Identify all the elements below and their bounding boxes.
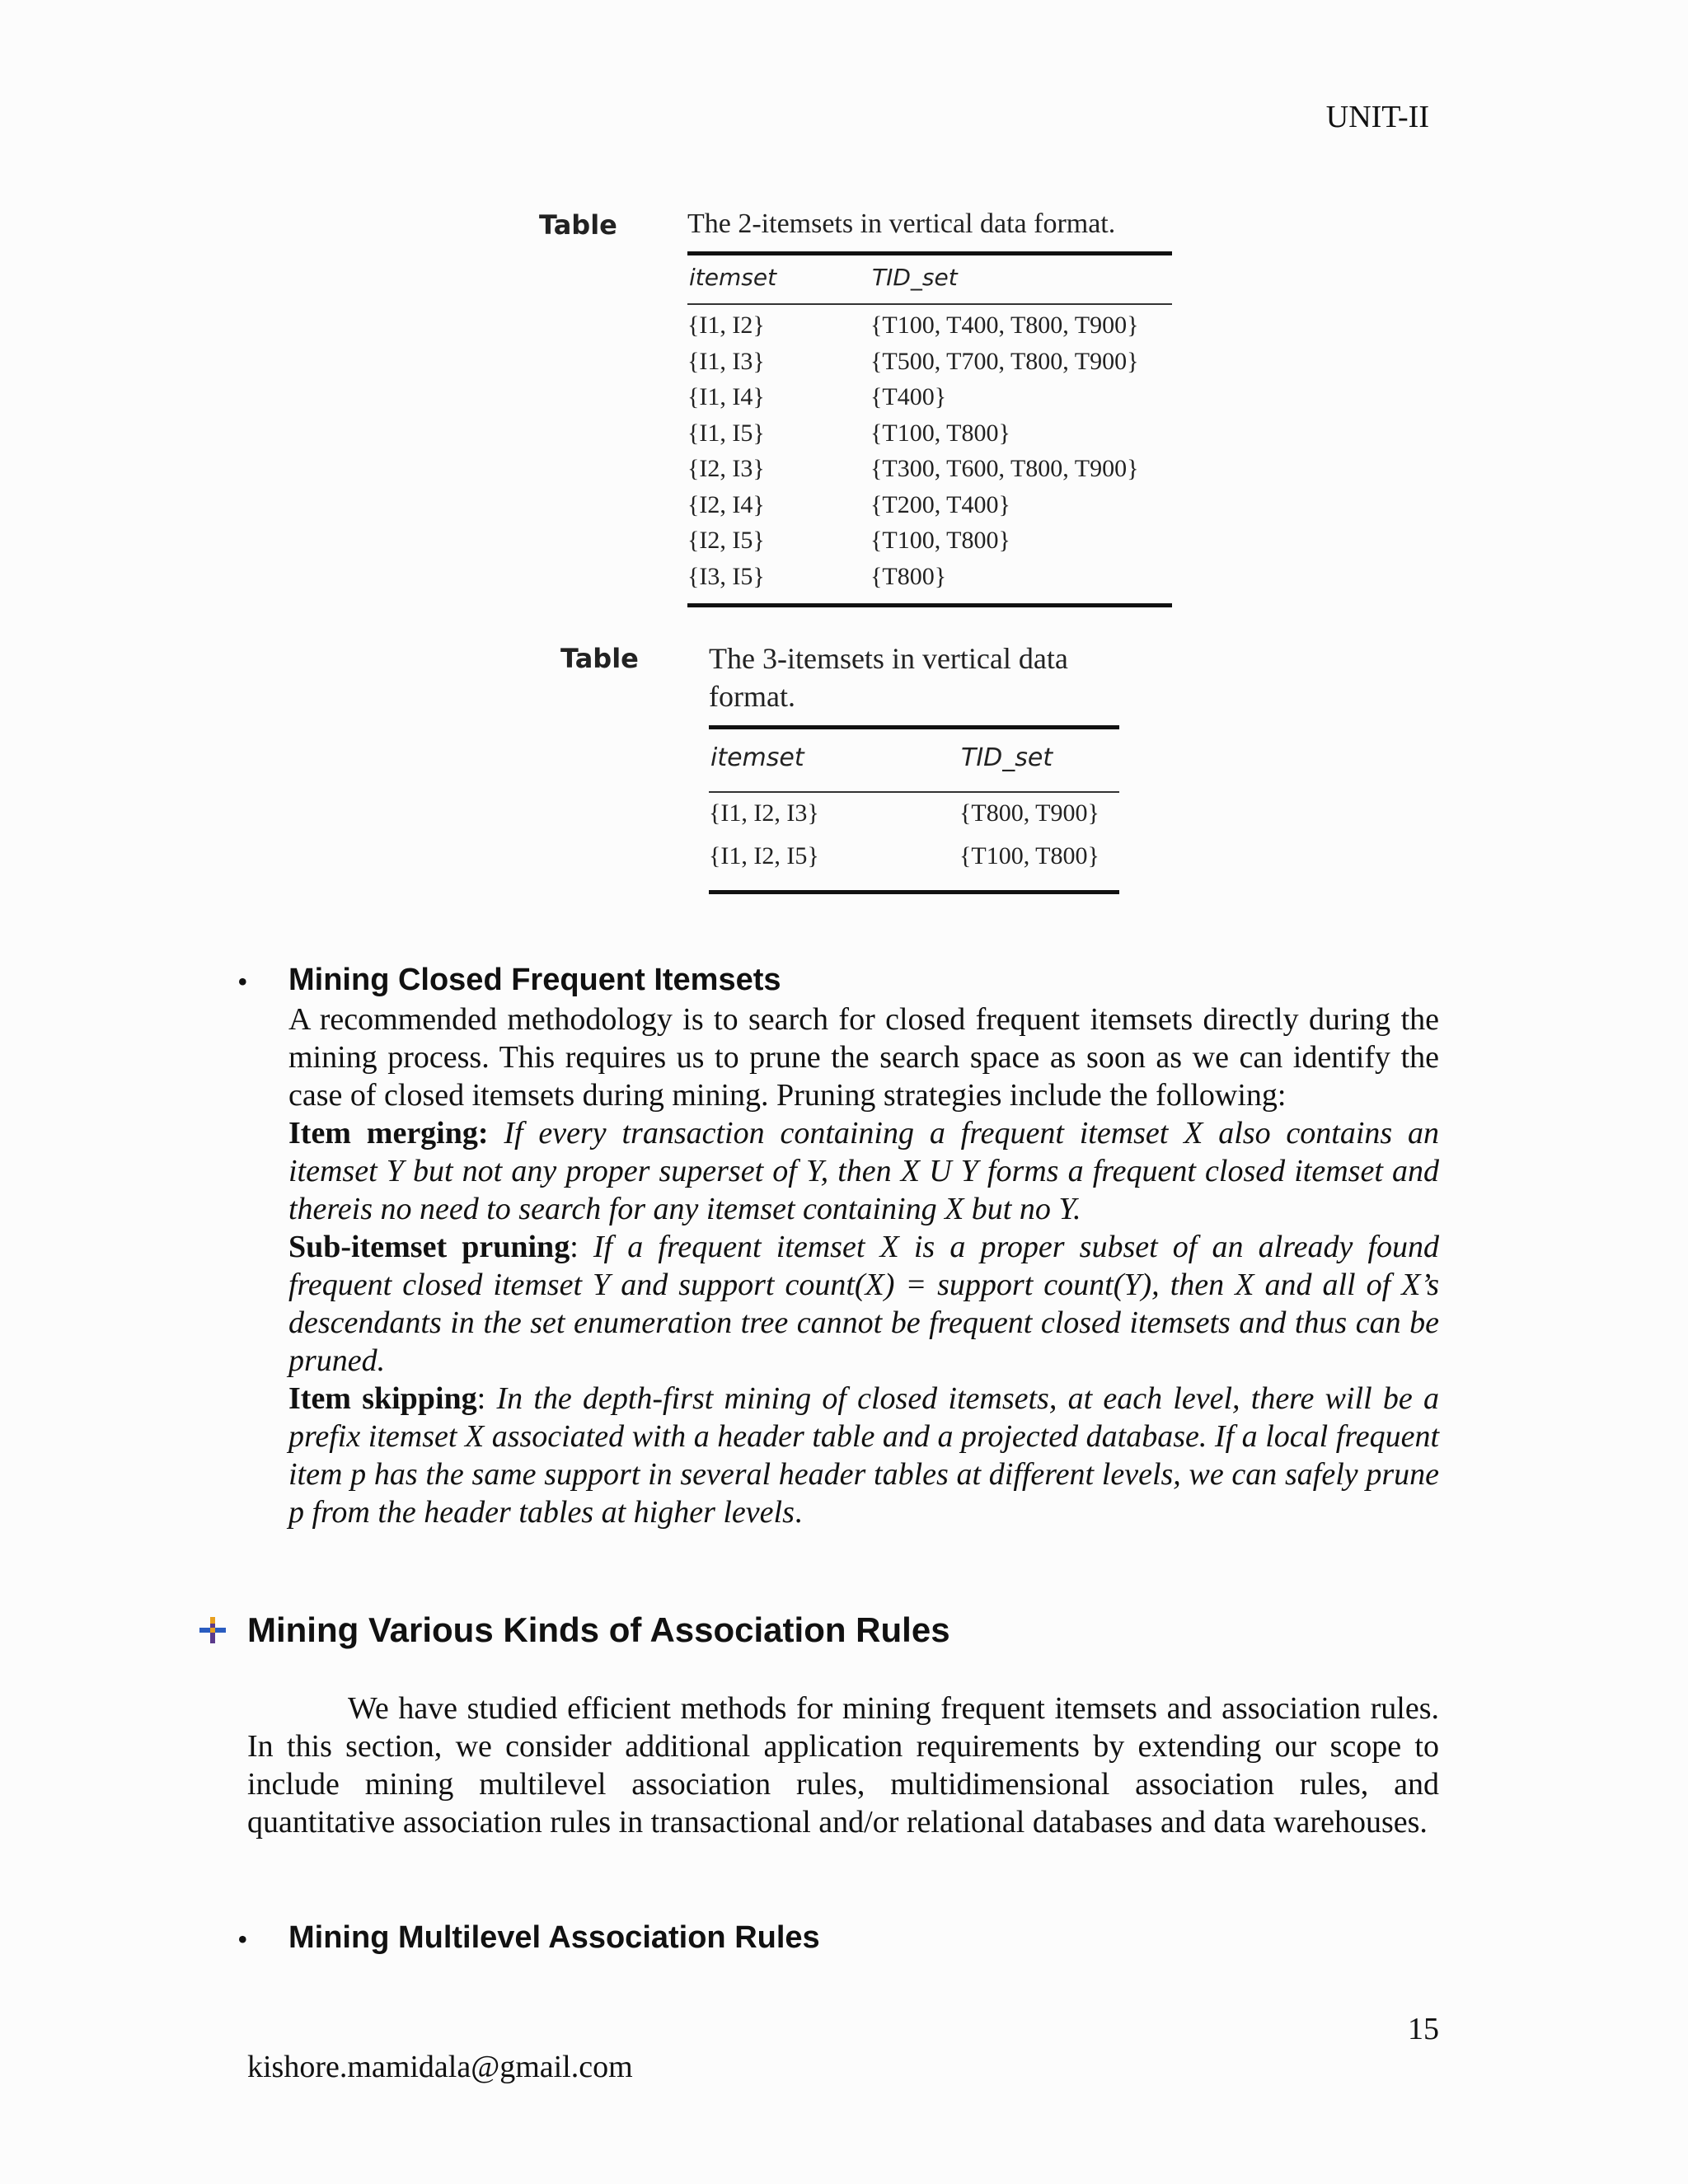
multilevel-heading: Mining Multilevel Association Rules [288,1920,820,1955]
sub-itemset-paragraph [288,1228,1439,1380]
period: . [794,1495,803,1530]
section-heading: Mining Various Kinds of Association Rules [247,1610,950,1649]
itemset-cell: {I2, I3} [687,455,765,482]
item-skipping-text: In the depth-first mining of closed itemsets, at each level, there will be a prefix itemset X associated with a header table and a projected database. If a local frequent item p has the same support in several header tables at different levels, we can safely prune p from the header tables at higher levels [288,1381,1439,1530]
table-caption: The 2-itemsets in vertical data format. [687,209,1116,239]
table-label: Table [539,209,617,241]
itemset-cell: {I1, I2} [687,312,765,339]
sub-itemset-text: ), then X and all of X’s descendants in the set enumeration tree cannot be frequent closed itemsets and thus can be pruned. [288,1268,1439,1378]
itemset-cell: {I2, I5} [687,527,765,554]
itemset-cell: {I1, I5} [687,419,765,447]
tidset-cell: {T100, T800} [959,842,1100,869]
tidset-cell: {T200, T400} [870,490,1010,518]
itemset-cell: {I1, I4} [687,383,765,410]
page-number: 15 [1408,2012,1439,2046]
tidset-cell: {T800, T900} [959,799,1100,827]
tidset-cell: {T300, T600, T800, T900} [870,455,1139,482]
bullet-dot: • [237,965,248,998]
section-paragraph [247,1690,1439,1841]
sub-itemset-text: If a frequent itemset X is a proper subset of an already found frequent closed itemset Y and support count( [288,1230,1439,1302]
closed-itemsets-body [288,1001,1439,1531]
table-bottom-rule [709,890,1119,894]
sub-itemset-x: X [865,1268,884,1302]
closed-itemsets-heading: Mining Closed Frequent Itemsets [288,963,781,997]
item-merging-paragraph [288,1114,1439,1228]
itemset-cell: {I3, I5} [687,562,765,590]
section-paragraph-text: We have studied efficient methods for mining frequent itemsets and association rules. In this section, we consider additional application requirements by extending our scope to include mining multilevel association rules, multidimensional association rules, and quantitative association rules in transactional and/or relational databases and data warehouses. [247,1691,1439,1840]
itemset-cell: {I1, I3} [687,347,765,375]
item-merging-text: If every transaction containing a frequent itemset X also contains an itemset Y but not any proper superset of Y, then X U Y forms a frequent closed itemset and thereis no need to search for any itemset containing X but no Y. [288,1116,1440,1226]
table-top-rule [687,251,1172,255]
item-merging-label: Item merging: [288,1116,489,1151]
closed-intro: A recommended methodology is to search for closed frequent itemsets directly during the mining process. This requires us to prune the search space as soon as we can identify the case of closed itemsets during mining. Pruning strategies include the following: [288,1002,1439,1113]
item-skipping-paragraph [288,1380,1439,1531]
column-header-itemset: itemset [710,743,804,772]
table-label: Table [560,643,639,674]
tidset-cell: {T800} [870,562,947,590]
separator: : [570,1230,579,1264]
sub-itemset-y: Y [1123,1268,1142,1302]
table-header-rule [687,303,1172,305]
column-header-tidset: TID_set [961,743,1053,772]
itemset-cell: {I1, I2, I3} [709,799,819,827]
table-bottom-rule [687,603,1172,607]
itemset-cell: {I1, I2, I5} [709,842,819,869]
table-top-rule [709,725,1119,729]
item-skipping-label: Item skipping [288,1381,477,1416]
table-caption-line1: The 3-itemsets in vertical data [709,642,1068,675]
tidset-cell: {T100, T400, T800, T900} [870,312,1139,339]
section-bullet-icon [198,1615,227,1645]
tidset-cell: {T400} [870,383,947,410]
sub-itemset-label: Sub-itemset pruning [288,1230,570,1264]
column-header-itemset: itemset [689,264,777,291]
tidset-cell: {T100, T800} [870,527,1010,554]
unit-header: UNIT-II [1325,100,1429,134]
table-caption-line2: format. [709,680,795,713]
tidset-cell: {T100, T800} [870,419,1010,447]
itemset-cell: {I2, I4} [687,490,765,518]
table-header-rule [709,791,1119,793]
column-header-tidset: TID_set [872,264,958,291]
tidset-cell: {T500, T700, T800, T900} [870,347,1139,375]
bullet-dot: • [237,1923,248,1956]
separator: : [476,1381,486,1416]
footer-email: kishore.mamidala@gmail.com [247,2050,633,2084]
sub-itemset-text: ) = support count( [884,1268,1124,1302]
